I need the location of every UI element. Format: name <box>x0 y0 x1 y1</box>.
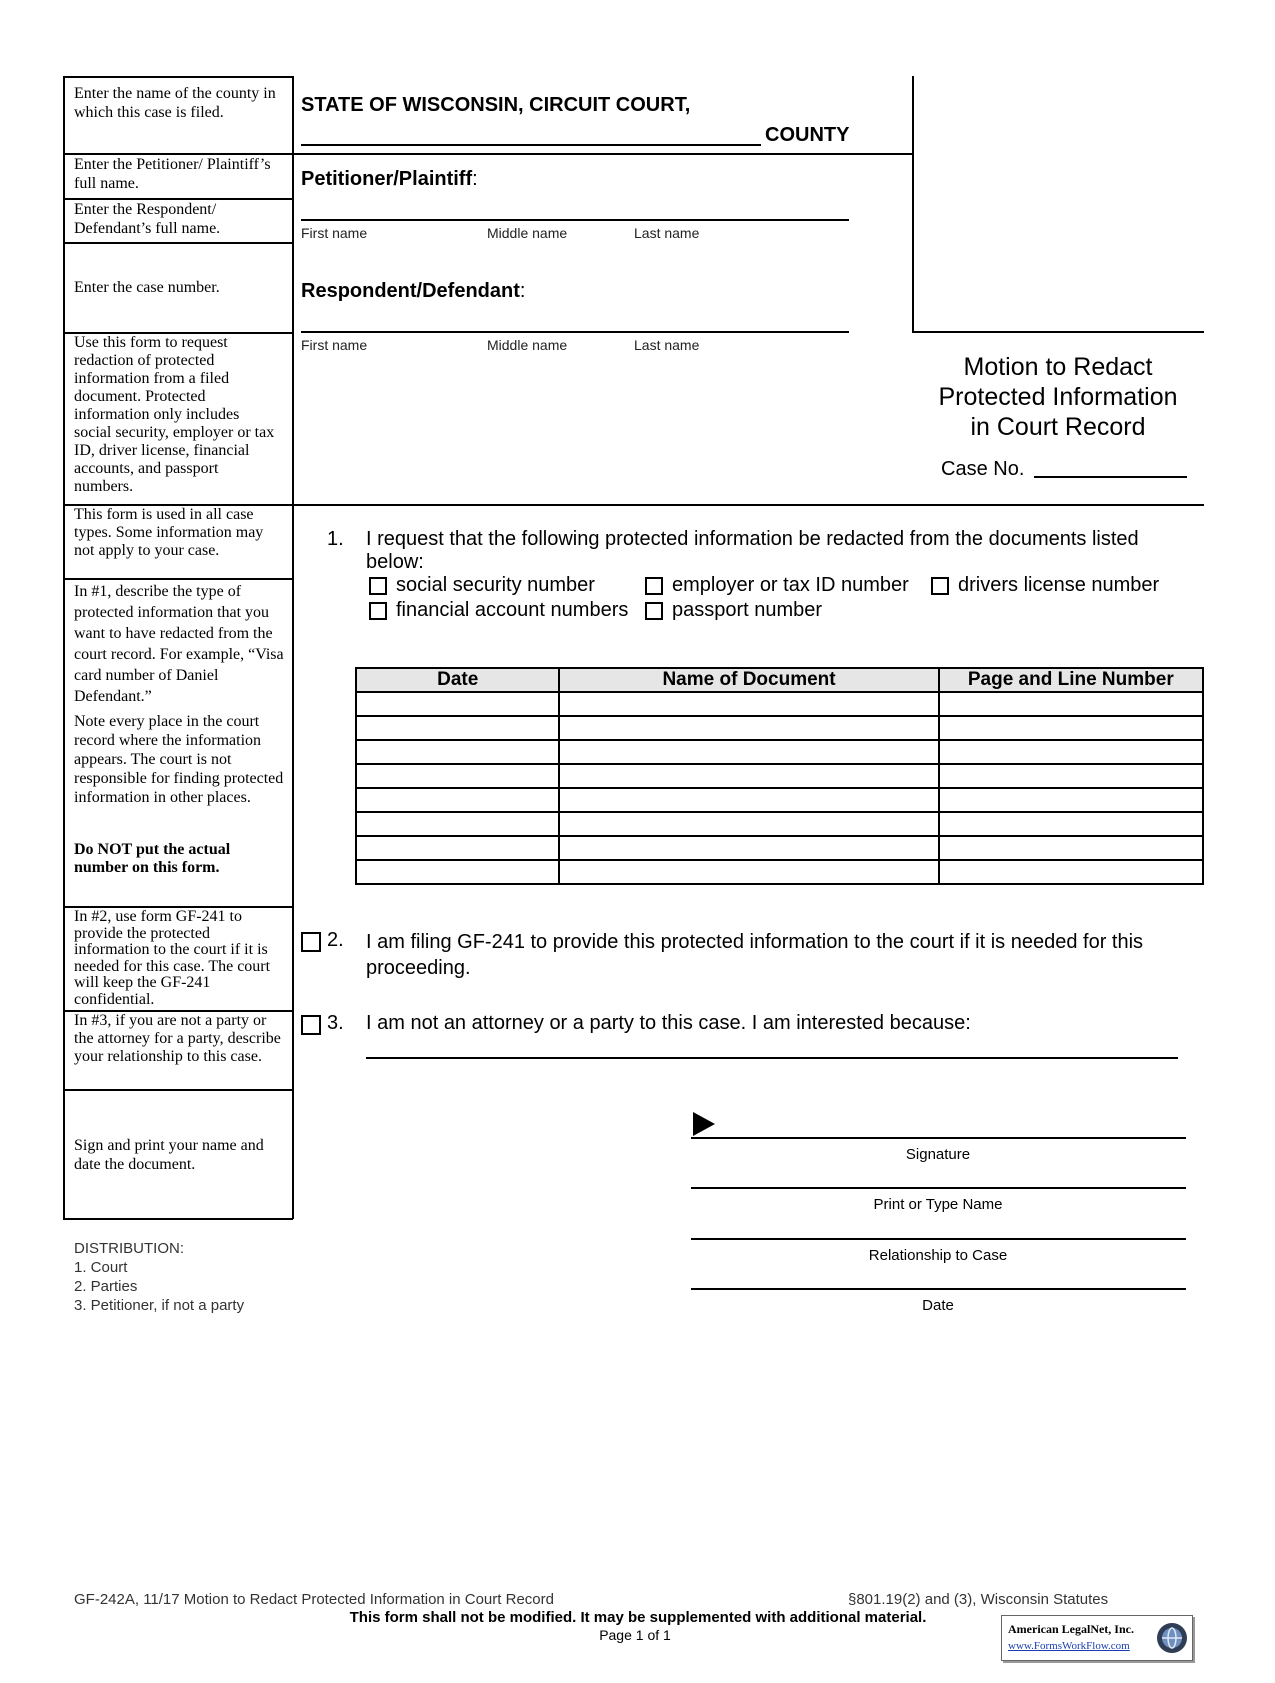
table-row <box>356 716 1203 740</box>
respondent-last-name-label: Last name <box>634 337 700 353</box>
page-number: Page 1 of 1 <box>599 1627 671 1643</box>
publisher-logo[interactable] <box>1001 1615 1193 1661</box>
date-cell[interactable] <box>356 788 559 812</box>
document-name-cell[interactable] <box>559 836 938 860</box>
distribution-list <box>74 1239 244 1315</box>
page-line-cell[interactable] <box>939 860 1203 884</box>
distribution-item: 2. Parties <box>74 1278 138 1295</box>
respondent-name-line[interactable] <box>301 331 849 333</box>
interest-reason-line[interactable] <box>366 1057 1178 1059</box>
respondent-note: Enter the Respondent/ Defendant’s full name. <box>74 201 221 237</box>
respondent-heading <box>301 280 525 303</box>
document-name-cell[interactable] <box>559 740 938 764</box>
documents-table <box>355 667 1204 885</box>
form-title <box>912 352 1204 442</box>
document-name-cell[interactable] <box>559 860 938 884</box>
logo-url[interactable]: www.FormsWorkFlow.com <box>1008 1640 1130 1652</box>
table-row <box>356 860 1203 884</box>
sign-note: Sign and print your name and date the document. <box>74 1137 264 1173</box>
do-not-note: Do NOT put the actual number on this form. <box>74 841 231 876</box>
statute-reference: §801.19(2) and (3), Wisconsin Statutes <box>848 1591 1109 1608</box>
table-row <box>356 836 1203 860</box>
financial-account-option-label: financial account numbers <box>396 599 629 621</box>
date-cell[interactable] <box>356 812 559 836</box>
item3-text: I am not an attorney or a party to this case. I am interested because: <box>366 1012 971 1034</box>
item2-text <box>366 929 1196 981</box>
court-line: STATE OF WISCONSIN, CIRCUIT COURT, <box>301 94 691 116</box>
respondent-colon: : <box>519 280 526 302</box>
form-id: GF-242A, 11/17 Motion to Redact Protected Information in Court Record <box>74 1591 554 1608</box>
page-line-cell[interactable] <box>939 740 1203 764</box>
petitioner-colon: : <box>472 168 478 190</box>
print-name-line[interactable] <box>691 1187 1186 1189</box>
table-header-row <box>356 668 1203 692</box>
document-name-cell[interactable] <box>559 692 938 716</box>
page-line-cell[interactable] <box>939 836 1203 860</box>
case-types-note: This form is used in all case types. Some information may not apply to your case. <box>74 506 264 559</box>
date-column-header: Date <box>356 668 559 692</box>
county-note: Enter the name of the county in which this case is filed. <box>74 85 276 121</box>
page-line-cell[interactable] <box>939 788 1203 812</box>
note-every-place: Note every place in the court record where the information appears. The court is not responsible for finding protected information in other places. <box>74 713 284 806</box>
signature-label: Signature <box>905 1146 971 1163</box>
page-line-cell[interactable] <box>939 716 1203 740</box>
item3-checkbox[interactable] <box>301 1015 321 1035</box>
page-line-cell[interactable] <box>939 764 1203 788</box>
purpose-note: Use this form to request redaction of protected information from a filed document. Protected information only includes social security, employer or tax ID, driver license, financial accounts, and passport numbers. <box>74 334 275 495</box>
case-number-note: Enter the case number. <box>74 279 220 296</box>
distribution-item: 3. Petitioner, if not a party <box>74 1297 245 1314</box>
petitioner-name-line[interactable] <box>301 219 849 221</box>
item1-number: 1. <box>327 528 344 550</box>
drivers-license-checkbox[interactable] <box>931 577 949 595</box>
globe-icon <box>1156 1621 1188 1655</box>
table-row <box>356 764 1203 788</box>
signature-line[interactable] <box>691 1137 1186 1139</box>
petitioner-middle-name-label: Middle name <box>487 225 568 241</box>
item1-note: In #1, describe the type of protected information that you want to have redacted from the court record. For example, “Visa card number of Daniel Defendant.” <box>74 583 284 705</box>
respondent-first-name-label: First name <box>301 337 368 353</box>
ssn-option-label: social security number <box>396 574 595 596</box>
petitioner-heading <box>301 168 478 191</box>
date-cell[interactable] <box>356 764 559 788</box>
document-name-cell[interactable] <box>559 788 938 812</box>
date-line[interactable] <box>691 1288 1186 1290</box>
item2-checkbox[interactable] <box>301 932 321 952</box>
item1-text-line1: I request that the following protected information be redacted from the documents listed <box>366 528 1139 550</box>
title-line-3: in Court Record <box>970 413 1146 441</box>
document-name-column-header: Name of Document <box>559 668 938 692</box>
relationship-label: Relationship to Case <box>868 1247 1008 1264</box>
item2-note: In #2, use form GF-241 to provide the protected information to the court if it is needed for this case. The court will keep the GF-241 confidential. <box>74 908 271 1008</box>
employer-tax-id-checkbox[interactable] <box>645 577 663 595</box>
table-row <box>356 740 1203 764</box>
item2-text-line1: I am filing GF-241 to provide this protected information to the court if it is needed for this <box>366 931 1144 953</box>
item1-text-line2: below: <box>366 551 424 573</box>
print-name-label: Print or Type Name <box>873 1196 1003 1213</box>
page-line-cell[interactable] <box>939 692 1203 716</box>
date-cell[interactable] <box>356 740 559 764</box>
document-name-cell[interactable] <box>559 812 938 836</box>
distribution-title: DISTRIBUTION: <box>74 1240 185 1257</box>
modification-notice: This form shall not be modified. It may be supplemented with additional material. <box>349 1609 927 1626</box>
date-cell[interactable] <box>356 860 559 884</box>
table-row <box>356 692 1203 716</box>
logo-company-name: American LegalNet, Inc. <box>1008 1622 1134 1636</box>
item2-number: 2. <box>327 929 344 951</box>
item3-number: 3. <box>327 1012 344 1034</box>
page-line-column-header: Page and Line Number <box>939 668 1203 692</box>
page-line-cell[interactable] <box>939 812 1203 836</box>
date-label: Date <box>922 1297 954 1314</box>
title-line-2: Protected Information <box>938 383 1178 411</box>
item1-text <box>366 528 1196 574</box>
passport-checkbox[interactable] <box>645 602 663 620</box>
respondent-label: Respondent/Defendant <box>301 280 520 302</box>
date-cell[interactable] <box>356 836 559 860</box>
petitioner-first-name-label: First name <box>301 225 368 241</box>
respondent-middle-name-label: Middle name <box>487 337 568 353</box>
financial-account-checkbox[interactable] <box>369 602 387 620</box>
county-name-line[interactable] <box>301 144 761 146</box>
passport-option-label: passport number <box>672 599 823 621</box>
title-line-1: Motion to Redact <box>963 353 1153 381</box>
employer-tax-id-option-label: employer or tax ID number <box>672 574 909 596</box>
petitioner-last-name-label: Last name <box>634 225 700 241</box>
ssn-checkbox[interactable] <box>369 577 387 595</box>
table-row <box>356 788 1203 812</box>
signature-arrow-icon <box>693 1112 715 1136</box>
document-name-cell[interactable] <box>559 764 938 788</box>
date-cell[interactable] <box>356 692 559 716</box>
item2-text-line2: proceeding. <box>366 957 471 979</box>
relationship-line[interactable] <box>691 1238 1186 1240</box>
petitioner-note: Enter the Petitioner/ Plaintiff’s full name. <box>74 156 271 192</box>
distribution-item: 1. Court <box>74 1259 128 1276</box>
case-no-label: Case No. <box>941 458 1025 480</box>
document-name-cell[interactable] <box>559 716 938 740</box>
case-no-line[interactable] <box>1034 476 1187 478</box>
date-cell[interactable] <box>356 716 559 740</box>
drivers-license-option-label: drivers license number <box>958 574 1160 596</box>
item3-note: In #3, if you are not a party or the attorney for a party, describe your relationship to this case. <box>74 1012 281 1065</box>
table-row <box>356 812 1203 836</box>
county-label: COUNTY <box>765 124 850 146</box>
petitioner-label: Petitioner/Plaintiff <box>301 168 473 190</box>
